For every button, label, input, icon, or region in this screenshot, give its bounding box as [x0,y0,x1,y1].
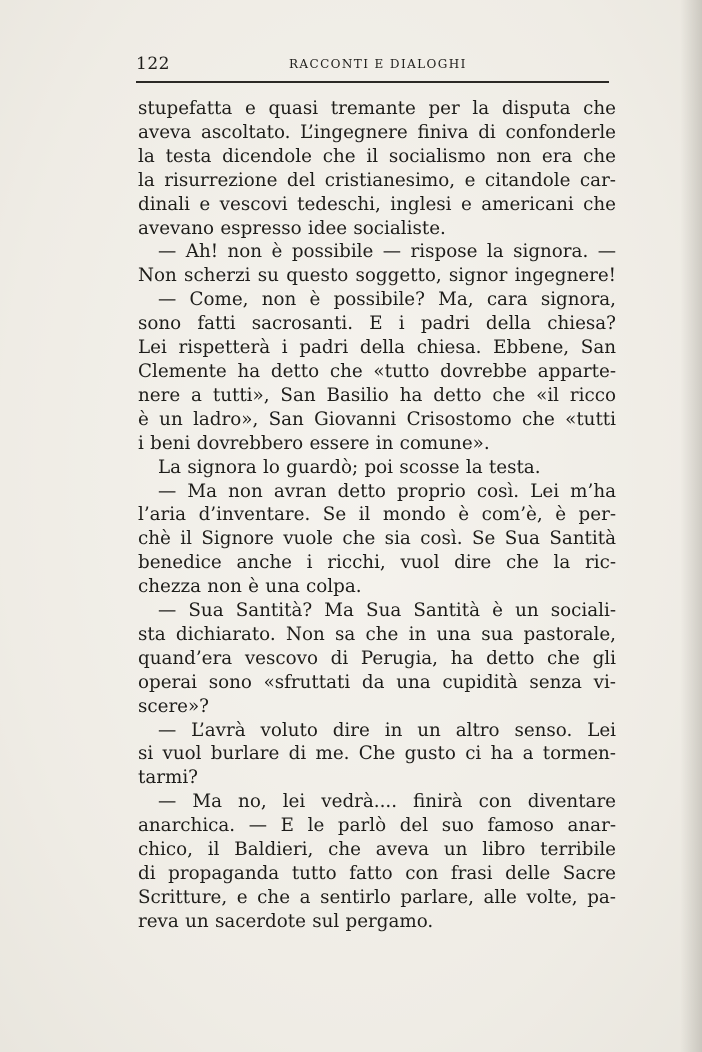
text-line: La signora lo guardò; poi scosse la testa. [158,456,541,478]
text-line: — L’avrà voluto dire in un altro senso. Lei [158,719,616,741]
text-line: — Ah! non è possibile — rispose la signora. — [158,241,616,263]
text-line: — Sua Santità? Ma Sua Santità è un sociali- [158,600,616,622]
text-line: — Ma non avran detto proprio così. Lei m’ha [158,480,616,502]
text-line: — Ma no, lei vedrà.... finirà con diventare [158,791,616,813]
text-line: Clemente ha detto che «tutto dovrebbe apparte- [138,360,616,382]
text-line: sta dichiarato. Non sa che in una sua pastorale, [138,623,616,645]
text-line: — Come, non è possibile? Ma, cara signora, [158,289,616,311]
text-line: operai sono «sfruttati da una cupidità senza vi- [138,671,616,693]
text-line: benedice anche i ricchi, vuol dire che la ric- [138,552,616,574]
text-line: stupefatta e quasi tremante per la disputa che [138,98,616,119]
text-line: la risurrezione del cristianesimo, e citandole car- [138,169,616,191]
text-line: chè il Signore vuole che sia così. Se Sua Santità [138,528,616,550]
text-line: anarchica. — E le parlò del suo famoso anar- [138,815,616,837]
text-line: quand’era vescovo di Perugia, ha detto che gli [138,647,616,669]
text-line: avevano espresso idee socialiste. [138,217,446,239]
text-line: la testa dicendole che il socialismo non era che [138,145,616,167]
text-line: chezza non è una colpa. [138,576,362,598]
text-line: aveva ascoltato. L’ingegnere finiva di confonderle [138,121,616,143]
page-number: 122 [136,54,170,74]
text-line: dinali e vescovi tedeschi, inglesi e americani che [138,193,616,215]
text-line: i beni dovrebbero essere in comune». [138,432,490,454]
running-head [136,54,608,76]
page-edge-shadow [680,0,702,1052]
text-line: di propaganda tutto fatto con frasi delle Sacre [138,863,616,884]
text-line: Scritture, e che a sentirlo parlare, alle volte, pa- [138,886,616,908]
text-line: nere a tutti», San Basilio ha detto che «il ricco [138,384,616,406]
text-line: scere»? [138,695,209,717]
text-line: è un ladro», San Giovanni Crisostomo che «tutti [138,408,616,430]
text-line: sono fatti sacrosanti. E i padri della chiesa? [138,313,616,335]
header-rule [136,81,609,83]
text-line: Non scherzi su questo soggetto, signor ingegnere! [138,265,616,287]
text-line: si vuol burlare di me. Che gusto ci ha a tormen- [138,743,616,765]
body-text [138,97,616,934]
text-line: l’aria d’inventare. Se il mondo è com’è, è per- [138,504,616,526]
text-line: Lei rispetterà i padri della chiesa. Ebbene, San [138,337,616,359]
text-line: tarmi? [138,767,198,789]
text-line: chico, il Baldieri, che aveva un libro terribile [138,839,616,861]
running-title: RACCONTI E DIALOGHI [289,57,467,71]
text-line: reva un sacerdote sul pergamo. [138,910,434,932]
